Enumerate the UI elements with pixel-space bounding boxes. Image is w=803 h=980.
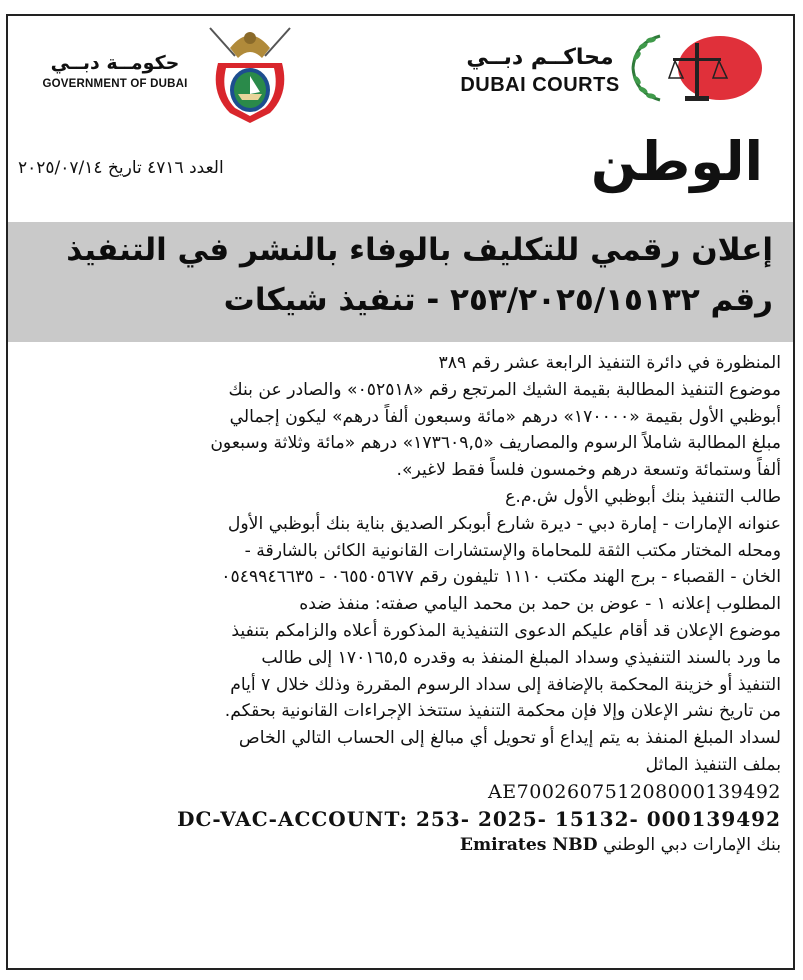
dubai-courts-logo xyxy=(460,45,620,97)
body-line: ألفاً وستمائة وتسعة درهم وخمسون فلساً فقط لاغير». xyxy=(396,460,781,481)
government-english-name: GOVERNMENT OF DUBAI xyxy=(42,78,188,90)
body-line: طالب التنفيذ بنك أبوظبي الأول ش.م.ع xyxy=(505,486,781,507)
dubai-emblem-icon xyxy=(200,18,300,128)
courts-english-name: DUBAI COURTS xyxy=(460,74,620,96)
bank-name xyxy=(21,832,781,859)
newspaper-name: الوطن xyxy=(590,130,763,193)
body-line: لسداد المبلغ المنفذ به يتم إيداع أو تحويل أي مبالغ إلى الحساب التالي الخاص xyxy=(238,728,781,749)
scales-of-justice-icon xyxy=(625,28,765,108)
notice-title-line-1: إعلان رقمي للتكليف بالوفاء بالنشر في التنفيذ xyxy=(66,232,773,268)
body-line: الخان - القصباء - برج الهند مكتب ١١١٠ تليفون رقم ٠٦٥٥٠٥٦٧٧ - ٠٥٤٩٩٤٦٦٣٥ xyxy=(221,567,781,588)
notice-body xyxy=(21,350,781,859)
body-line: بملف التنفيذ الماثل xyxy=(645,754,781,775)
courts-arabic-name: محاكــم دبــي xyxy=(466,45,614,70)
iban-number: AE700260751208000139492 xyxy=(488,780,781,803)
body-line: المنظورة في دائرة التنفيذ الرابعة عشر رقم ٣٨٩ xyxy=(438,353,781,373)
body-line: عنوانه الإمارات - إمارة دبي - ديرة شارع أبوبكر الصديق بناية بنك أبوظبي الأول xyxy=(227,513,781,534)
issue-number-and-date: العدد ٤٧١٦ تاريخ ٢٠٢٥/٠٧/١٤ xyxy=(18,158,224,178)
government-of-dubai-logo xyxy=(40,52,190,90)
body-line: المطلوب إعلانه ١ - عوض بن حمد بن محمد اليامي صفته: منفذ ضده xyxy=(299,594,781,615)
government-arabic-name: حكومــة دبــي xyxy=(50,52,180,74)
bank-name-arabic: بنك الإمارات دبي الوطني xyxy=(603,835,781,856)
account-number: DC-VAC-ACCOUNT: 253- 2025- 15132- 000139492 xyxy=(177,806,781,831)
body-line: التنفيذ أو خزينة المحكمة بالإضافة إلى سداد الرسوم المقررة وذلك خلال ٧ أيام xyxy=(230,674,781,695)
body-line: موضوع الإعلان قد أقام عليكم الدعوى التنفيذية المذكورة أعلاه والزامكم بتنفيذ xyxy=(231,620,781,641)
notice-title-band xyxy=(8,222,793,342)
body-line: ومحله المختار مكتب الثقة للمحاماة والإستشارات القانونية الكائن بالشارقة - xyxy=(244,540,781,561)
body-line: ما ورد بالسند التنفيذي وسداد المبلغ المنفذ به وقدره ١٧٠١٦٥,٥ إلى طالب xyxy=(261,647,781,668)
notice-title-line-2: رقم ٢٥٣/٢٠٢٥/١٥١٣٢ - تنفيذ شيكات xyxy=(223,282,773,318)
body-line: أبوظبي الأول بقيمة «١٧٠٠٠٠» درهم «مائة وسبعون ألفاً درهم» ليكون إجمالي xyxy=(229,406,781,427)
body-line: موضوع التنفيذ المطالبة بقيمة الشيك المرتجع رقم «٠٥٢٥١٨» والصادر عن بنك xyxy=(228,379,781,400)
body-line: من تاريخ نشر الإعلان وإلا فإن محكمة التنفيذ ستتخذ الإجراءات القانونية بحقكم. xyxy=(224,701,781,722)
body-line: مبلغ المطالبة شاملاً الرسوم والمصاريف «١٧٣٦٠٩,٥» درهم «مائة وثلاثة وسبعون xyxy=(210,433,781,454)
bank-name-english: Emirates NBD xyxy=(459,835,598,856)
